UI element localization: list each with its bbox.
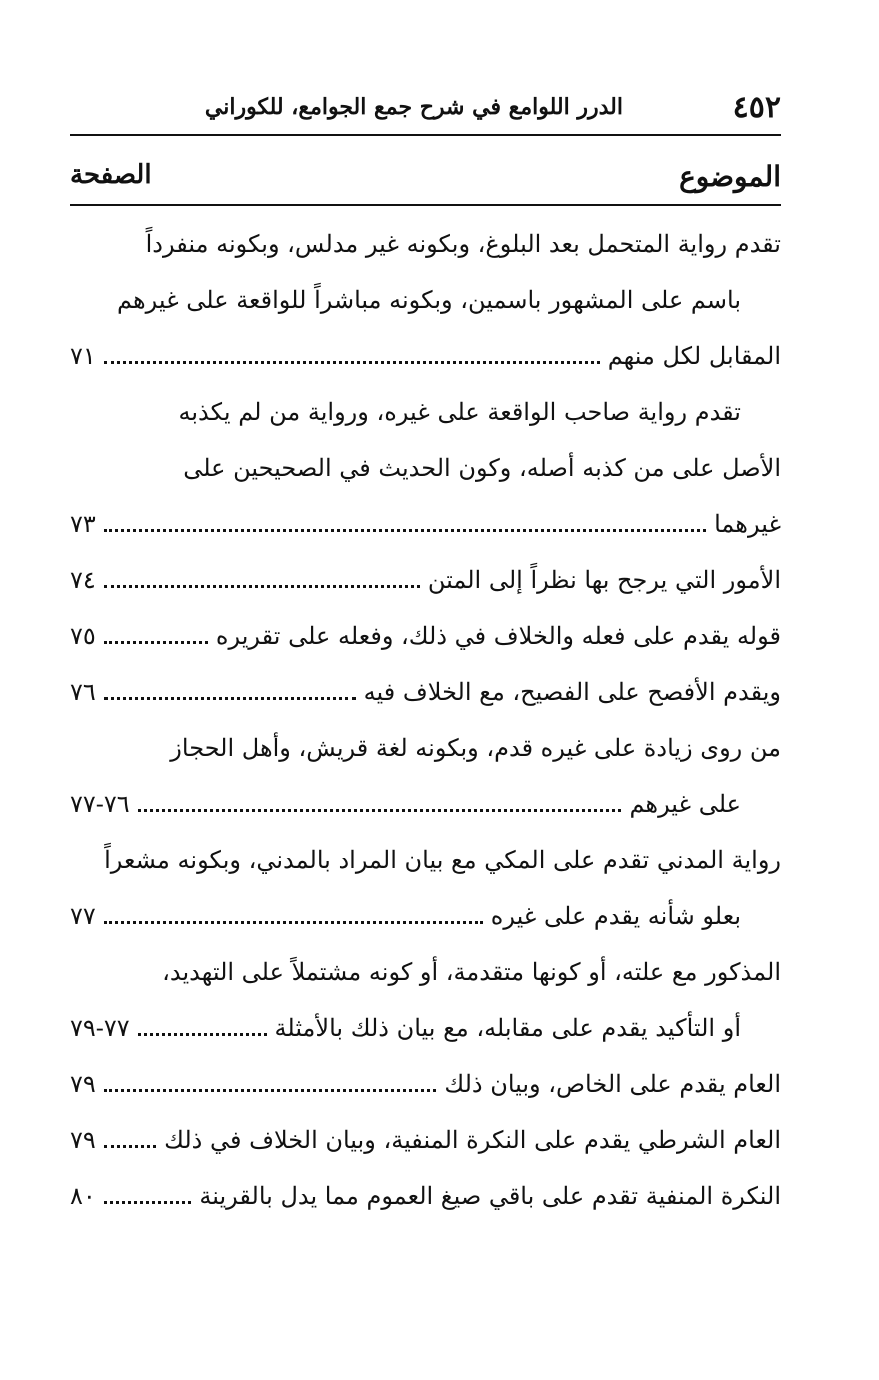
- entry-text: ويقدم الأفصح على الفصيح، مع الخلاف فيه: [363, 678, 781, 706]
- index-entry-line: [70, 440, 781, 496]
- index-entry-line: [70, 328, 781, 384]
- index-entry-line: [70, 1056, 781, 1112]
- index-entry-line: [70, 832, 781, 888]
- entry-page-number: ٧٧: [70, 902, 96, 930]
- dot-leader: [138, 1033, 267, 1036]
- page-number: ٤٥٢: [732, 90, 781, 125]
- dot-leader: [138, 809, 622, 812]
- dot-leader: [104, 1089, 437, 1092]
- entry-text: المقابل لكل منهم: [607, 342, 781, 370]
- dot-leader: [104, 921, 483, 924]
- index-entry-line: [70, 1168, 781, 1224]
- index-entry-line: [70, 384, 781, 440]
- entry-text: رواية المدني تقدم على المكي مع بيان المراد بالمدني، وبكونه مشعراً: [104, 846, 781, 874]
- entry-text: تقدم رواية صاحب الواقعة على غيره، ورواية من لم يكذبه: [178, 398, 741, 426]
- column-heading-rule: [70, 204, 781, 206]
- book-title: الدرر اللوامع في شرح جمع الجوامع، للكوراني: [204, 94, 623, 120]
- entry-text: المذكور مع علته، أو كونها متقدمة، أو كونه مشتملاً على التهديد،: [162, 958, 781, 986]
- entry-page-number: ٧٩: [70, 1070, 96, 1098]
- index-entry-line: [70, 552, 781, 608]
- entry-text: من روى زيادة على غيره قدم، وبكونه لغة قريش، وأهل الحجاز: [170, 734, 781, 762]
- index-entry-line: [70, 944, 781, 1000]
- index-entry-line: [70, 496, 781, 552]
- page-column-heading: الصفحة: [70, 160, 152, 190]
- topic-column-heading: الموضوع: [679, 160, 781, 193]
- entry-page-number: ٨٠: [70, 1182, 96, 1210]
- entry-page-number: ٧٥: [70, 622, 96, 650]
- dot-leader: [104, 1201, 192, 1204]
- entry-page-number: ٧٦: [70, 678, 96, 706]
- index-entry-line: [70, 216, 781, 272]
- entry-page-number: ٧٤: [70, 566, 96, 594]
- entry-text: أو التأكيد يقدم على مقابله، مع بيان ذلك بالأمثلة: [274, 1014, 741, 1042]
- entry-text: العام الشرطي يقدم على النكرة المنفية، وبيان الخلاف في ذلك: [164, 1126, 781, 1154]
- running-header: [70, 90, 781, 130]
- entry-text: الأصل على من كذبه أصله، وكون الحديث في الصحيحين على: [183, 454, 781, 482]
- dot-leader: [104, 1145, 156, 1148]
- entry-page-number: ٧٩: [70, 1126, 96, 1154]
- index-entry-line: [70, 776, 781, 832]
- header-rule: [70, 134, 781, 136]
- entry-text: غيرهما: [714, 510, 781, 538]
- entry-page-number: ٧٧-٧٩: [70, 1014, 130, 1042]
- index-entry-line: [70, 664, 781, 720]
- entry-text: تقدم رواية المتحمل بعد البلوغ، وبكونه غير مدلس، وبكونه منفرداً: [145, 230, 781, 258]
- entry-text: العام يقدم على الخاص، وبيان ذلك: [444, 1070, 781, 1098]
- index-entry-line: [70, 272, 781, 328]
- index-entry-line: [70, 1000, 781, 1056]
- entry-text: النكرة المنفية تقدم على باقي صيغ العموم مما يدل بالقرينة: [199, 1182, 781, 1210]
- index-entries: [70, 216, 781, 1224]
- dot-leader: [104, 585, 420, 588]
- entry-text: قوله يقدم على فعله والخلاف في ذلك، وفعله على تقريره: [215, 622, 781, 650]
- entry-text: بعلو شأنه يقدم على غيره: [490, 902, 741, 930]
- dot-leader: [104, 529, 706, 532]
- entry-text: على غيرهم: [629, 790, 741, 818]
- entry-page-number: ٧١: [70, 342, 96, 370]
- dot-leader: [104, 641, 208, 644]
- index-entry-line: [70, 720, 781, 776]
- dot-leader: [104, 361, 600, 364]
- index-entry-line: [70, 608, 781, 664]
- entry-page-number: ٧٣: [70, 510, 96, 538]
- column-headings: [70, 160, 781, 204]
- entry-text: الأمور التي يرجح بها نظراً إلى المتن: [427, 566, 781, 594]
- dot-leader: [104, 697, 356, 700]
- index-entry-line: [70, 888, 781, 944]
- entry-page-number: ٧٦-٧٧: [70, 790, 130, 818]
- entry-text: باسم على المشهور باسمين، وبكونه مباشراً للواقعة على غيرهم: [117, 286, 741, 314]
- index-entry-line: [70, 1112, 781, 1168]
